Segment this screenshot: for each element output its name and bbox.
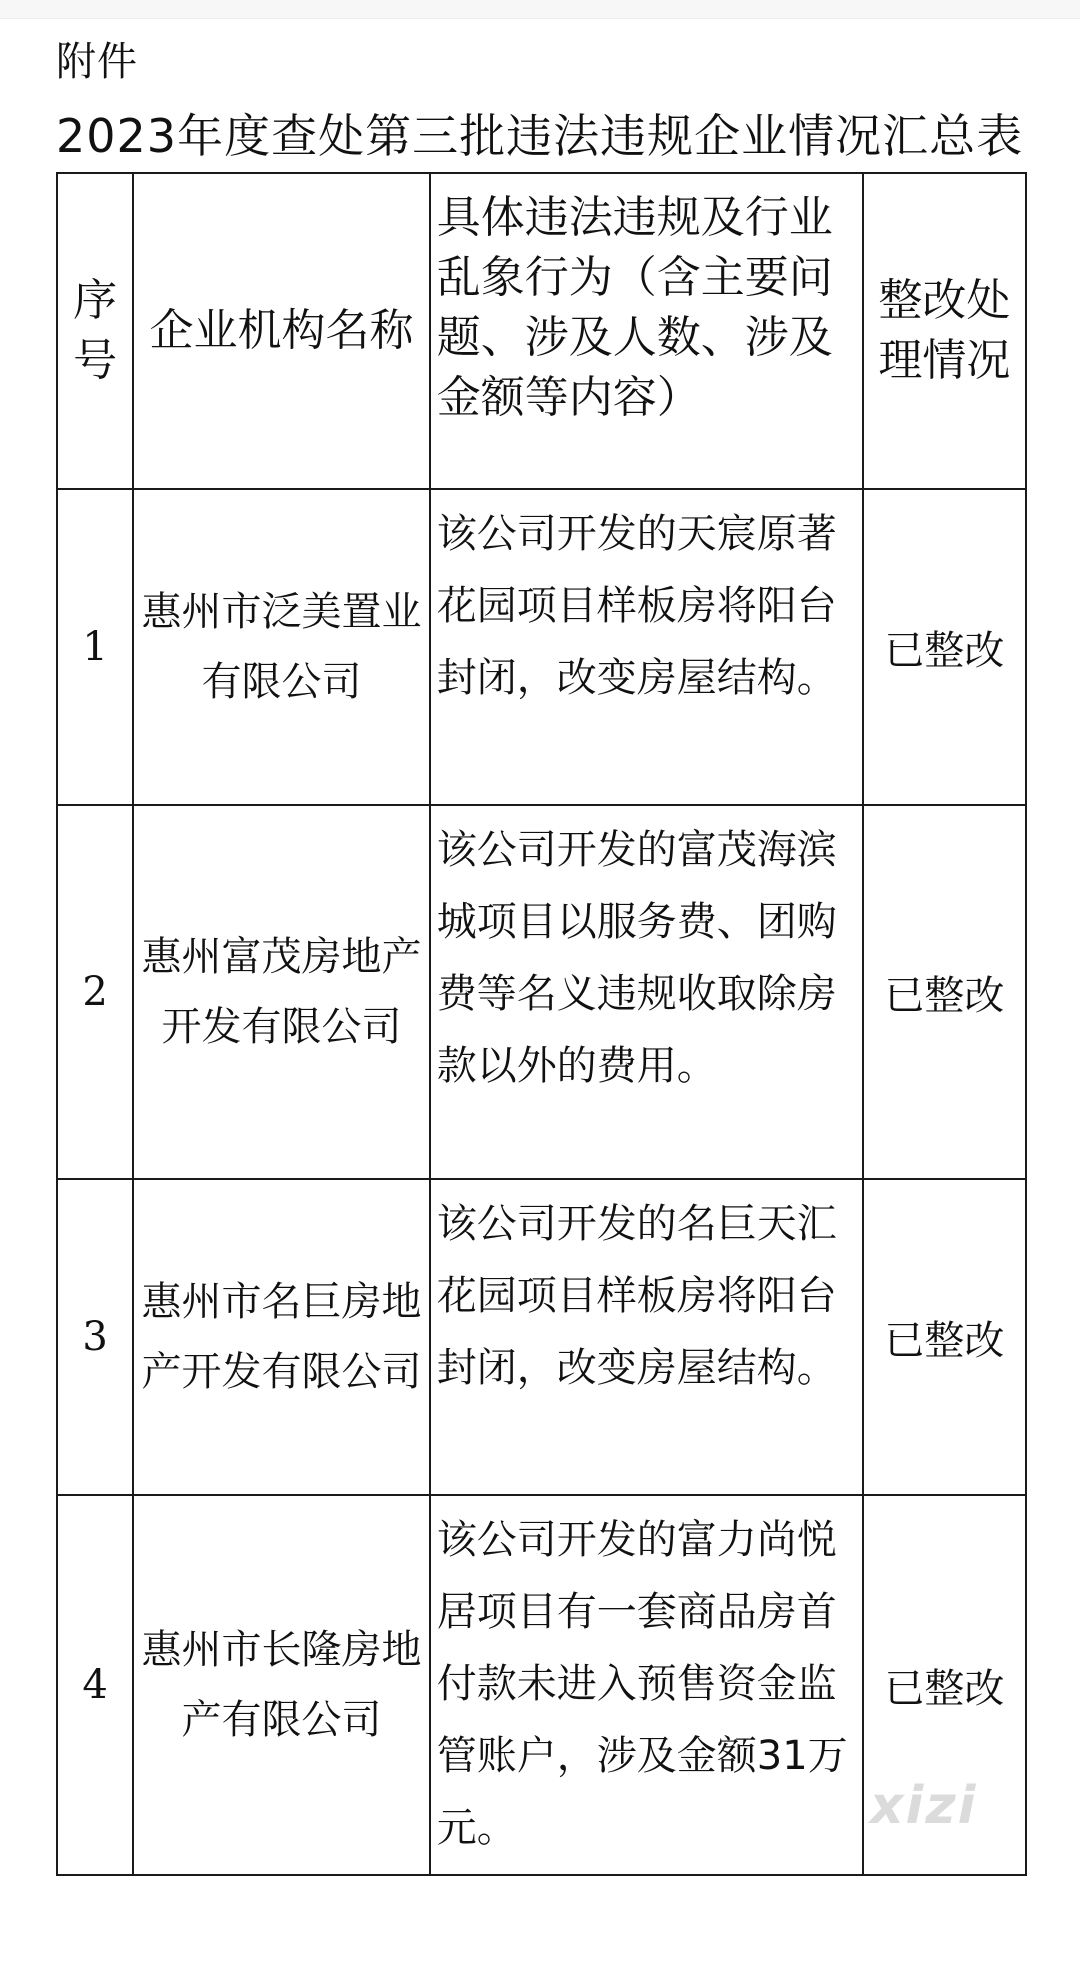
header-status: 整改处理情况 — [863, 173, 1026, 489]
row-status: 已整改 — [863, 1179, 1026, 1495]
row-seq: 2 — [57, 805, 133, 1179]
violation-summary-table — [56, 172, 1027, 1876]
row-description: 该公司开发的富力尚悦居项目有一套商品房首付款未进入预售资金监管账户，涉及金额31万元。 — [430, 1495, 863, 1875]
table-row — [57, 1179, 1026, 1495]
row-company-name: 惠州市长隆房地产有限公司 — [133, 1495, 430, 1875]
row-status: 已整改 — [863, 805, 1026, 1179]
header-seq: 序号 — [57, 173, 133, 489]
row-status: 已整改 — [863, 1495, 1026, 1875]
attachment-label: 附件 — [56, 39, 138, 85]
row-description: 该公司开发的天宸原著花园项目样板房将阳台封闭，改变房屋结构。 — [430, 489, 863, 805]
top-strip — [0, 0, 1080, 19]
document-title: 2023年度查处第三批违法违规企业情况汇总表 — [56, 109, 1024, 163]
table-header-row — [57, 173, 1026, 489]
row-company-name: 惠州市名巨房地产开发有限公司 — [133, 1179, 430, 1495]
row-status: 已整改 — [863, 489, 1026, 805]
table-row — [57, 489, 1026, 805]
table-row — [57, 805, 1026, 1179]
header-description: 具体违法违规及行业乱象行为（含主要问题、涉及人数、涉及金额等内容） — [430, 173, 863, 489]
row-company-name: 惠州富茂房地产开发有限公司 — [133, 805, 430, 1179]
row-company-name: 惠州市泛美置业有限公司 — [133, 489, 430, 805]
row-seq: 1 — [57, 489, 133, 805]
header-name: 企业机构名称 — [133, 173, 430, 489]
row-description: 该公司开发的名巨天汇花园项目样板房将阳台封闭，改变房屋结构。 — [430, 1179, 863, 1495]
row-seq: 3 — [57, 1179, 133, 1495]
watermark-logo: xizi — [870, 1776, 978, 1836]
row-seq: 4 — [57, 1495, 133, 1875]
row-description: 该公司开发的富茂海滨城项目以服务费、团购费等名义违规收取除房款以外的费用。 — [430, 805, 863, 1179]
